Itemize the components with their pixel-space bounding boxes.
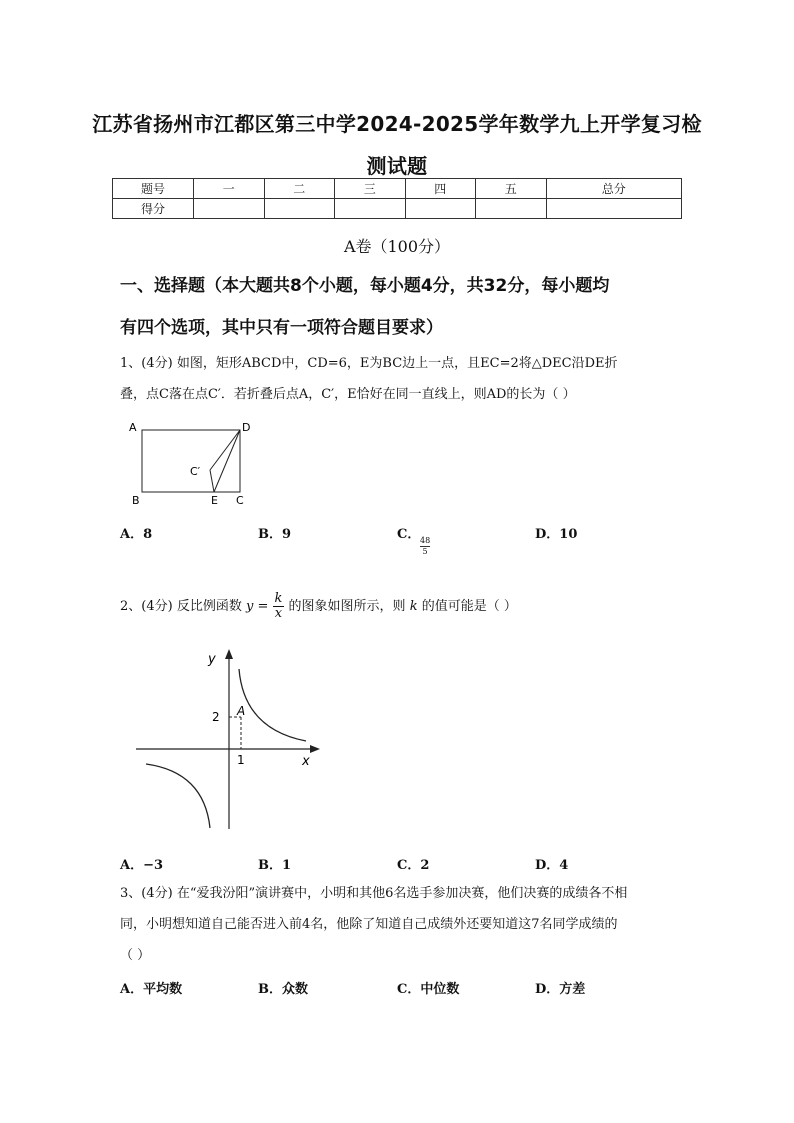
score-cell: 四 bbox=[405, 179, 476, 199]
label-two: 2 bbox=[212, 710, 220, 724]
label-c: C bbox=[236, 494, 244, 507]
hyperbola-branch-q3 bbox=[146, 764, 210, 828]
label-d: D bbox=[242, 421, 251, 434]
q2-k: k bbox=[409, 599, 418, 614]
score-input-cell[interactable] bbox=[335, 199, 406, 219]
q1-text-line1: 1、(4分) 如图，矩形ABCD中，CD=6，E为BC边上一点，且EC=2将△DEC沿DE折 bbox=[120, 356, 618, 371]
hyperbola-branch-q1 bbox=[239, 669, 306, 741]
score-cell: 一 bbox=[194, 179, 265, 199]
label-a: A bbox=[129, 421, 137, 434]
segment-dcprime bbox=[210, 430, 240, 470]
label-y: y bbox=[208, 652, 216, 667]
q2-option-b[interactable]: B．1 bbox=[258, 858, 292, 873]
q1-rectangle-figure bbox=[124, 418, 254, 510]
q2-option-c[interactable]: C．2 bbox=[397, 858, 430, 873]
q1-option-c-fraction bbox=[420, 536, 430, 557]
fraction-numerator: 48 bbox=[420, 536, 431, 545]
q2-fraction bbox=[273, 592, 285, 621]
q3-option-a[interactable]: A．平均数 bbox=[120, 982, 183, 997]
q2-suffix: 的图象如图所示，则 bbox=[288, 599, 406, 614]
label-b: B bbox=[132, 494, 140, 507]
fraction-denominator: x bbox=[274, 606, 283, 621]
score-cell: 二 bbox=[264, 179, 335, 199]
score-table-score-row bbox=[113, 199, 682, 219]
fraction-numerator: k bbox=[274, 591, 283, 606]
score-cell: 三 bbox=[335, 179, 406, 199]
segment-de bbox=[214, 430, 240, 492]
score-cell: 题号 bbox=[113, 179, 194, 199]
y-axis-arrow bbox=[225, 649, 233, 659]
score-cell: 五 bbox=[476, 179, 547, 199]
x-axis-arrow bbox=[310, 745, 320, 753]
q3-option-b[interactable]: B．众数 bbox=[258, 982, 308, 997]
label-x: x bbox=[302, 754, 310, 769]
q2-text bbox=[120, 590, 680, 624]
q3-text-line2: 同，小明想知道自己能否进入前4名，他除了知道自己成绩外还要知道这7名同学成绩的 bbox=[120, 917, 618, 932]
segment-cprime-e bbox=[210, 470, 214, 492]
score-cell: 得分 bbox=[113, 199, 194, 219]
q2-func-y: y bbox=[245, 599, 254, 614]
label-c-prime: C′ bbox=[190, 465, 201, 478]
q1-option-c-label: C． bbox=[397, 527, 421, 542]
score-input-cell[interactable] bbox=[405, 199, 476, 219]
q2-option-d[interactable]: D．4 bbox=[535, 858, 569, 873]
q3-option-d[interactable]: D．方差 bbox=[535, 982, 586, 997]
q2-func-eq: = bbox=[257, 599, 269, 614]
rect-abcd bbox=[142, 430, 240, 492]
q2-prefix: 2、(4分) 反比例函数 bbox=[120, 599, 242, 614]
label-e: E bbox=[211, 494, 218, 507]
score-input-cell[interactable] bbox=[194, 199, 265, 219]
q3-text-line3: （ ） bbox=[120, 948, 151, 963]
q1-option-a[interactable]: A．8 bbox=[120, 527, 153, 542]
q2-option-a[interactable]: A．−3 bbox=[120, 858, 164, 873]
score-input-cell[interactable] bbox=[476, 199, 547, 219]
page-title-line2: 测试题 bbox=[366, 154, 428, 178]
q2-suffix2: 的值可能是（ ） bbox=[421, 599, 517, 614]
score-cell: 总分 bbox=[546, 179, 682, 199]
q1-text-line2: 叠，点C落在点C′．若折叠后点A，C′，E恰好在同一直线上，则AD的长为（ ） bbox=[120, 387, 576, 402]
score-table-header-row bbox=[113, 179, 682, 199]
q1-option-d[interactable]: D．10 bbox=[535, 527, 578, 542]
q1-option-c[interactable] bbox=[397, 523, 420, 542]
q3-option-c[interactable]: C．中位数 bbox=[397, 982, 460, 997]
volume-heading: A卷（100分） bbox=[343, 237, 451, 256]
score-input-cell[interactable] bbox=[264, 199, 335, 219]
page-title-line1: 江苏省扬州市江都区第三中学2024-2025学年数学九上开学复习检 bbox=[92, 112, 702, 136]
score-table bbox=[112, 178, 682, 219]
label-one: 1 bbox=[237, 753, 245, 767]
section-heading-line2: 有四个选项，其中只有一项符合题目要求） bbox=[120, 318, 443, 338]
label-point-a: A bbox=[237, 704, 246, 718]
q1-option-b[interactable]: B．9 bbox=[258, 527, 292, 542]
q3-text-line1: 3、(4分) 在“爱我汾阳”演讲赛中，小明和其他6名选手参加决赛，他们决赛的成绩各不相 bbox=[120, 886, 628, 901]
q2-hyperbola-graph bbox=[134, 644, 324, 834]
score-input-cell[interactable] bbox=[546, 199, 682, 219]
fraction-denominator: 5 bbox=[422, 547, 428, 556]
section-heading-line1: 一、选择题（本大题共8个小题，每小题4分，共32分，每小题均 bbox=[120, 276, 610, 296]
